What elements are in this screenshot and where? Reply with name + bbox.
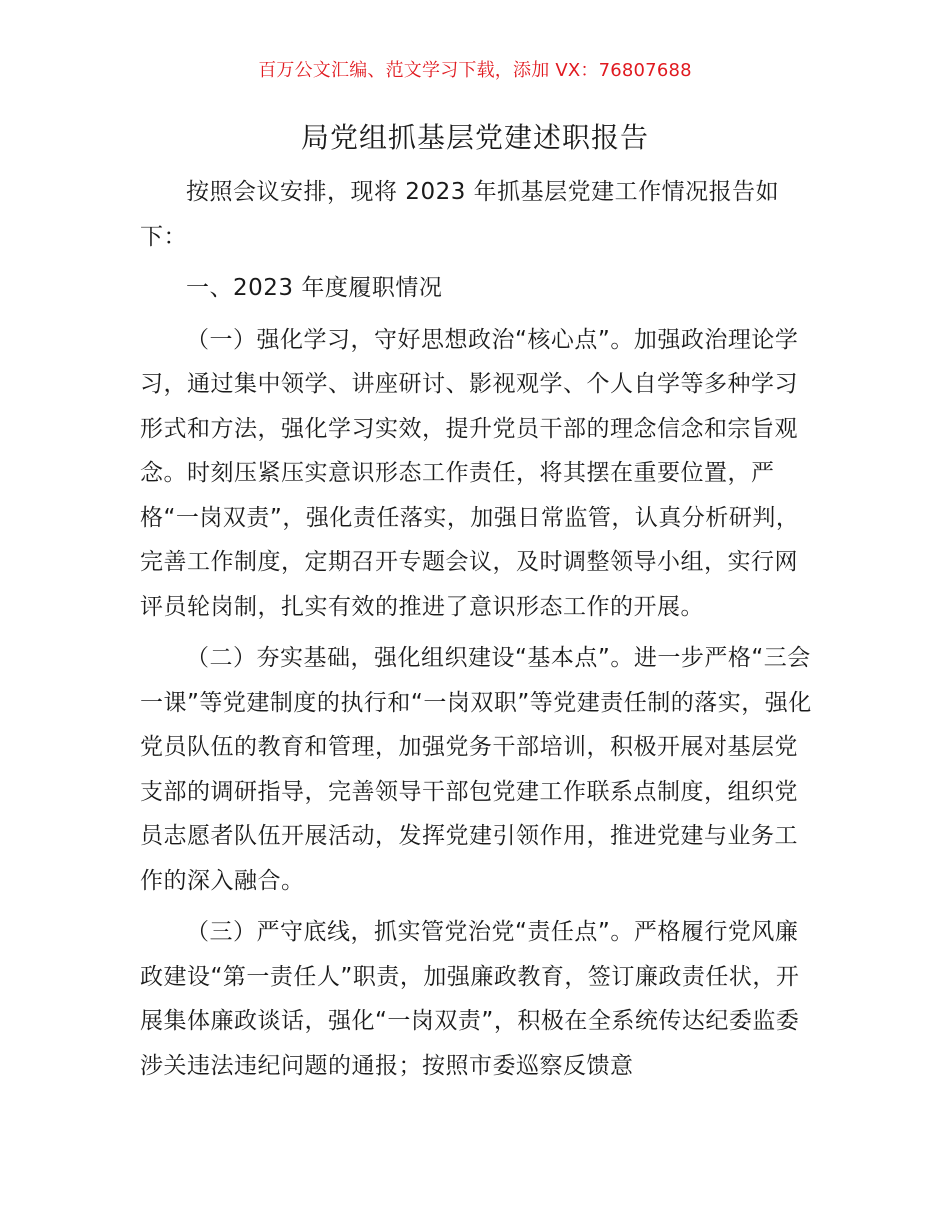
body-paragraph: （一）强化学习，守好思想政治“核心点”。加强政治理论学习，通过集中领学、讲座研讨、影视观学、个人自学等多种学习形式和方法，强化学习实效，提升党员干部的理念信念和宗旨观念。时刻压紧压实意识形态工作责任，将其摆在重要位置，严格“一岗双责”，强化责任落实，加强日常监管，认真分析研判，完善工作制度，定期召开专题会议，及时调整领导小组，实行网评员轮岗制，扎实有效的推进了意识形态工作的开展。 xyxy=(140,326,800,620)
body-paragraph: （三）严守底线，抓实管党治党“责任点”。严格履行党风廉政建设“第一责任人”职责，加强廉政教育，签订廉政责任状，开展集体廉政谈话，强化“一岗双责”，积极在全系统传达纪委监委涉关违法违纪问题的通报；按照市委巡察反馈意 xyxy=(140,919,800,1079)
document-body xyxy=(140,170,812,1095)
document-title: 局党组抓基层党建述职报告 xyxy=(300,121,649,154)
intro-paragraph: 按照会议安排，现将 2023 年抓基层党建工作情况报告如下： xyxy=(140,179,780,250)
promo-banner: 百万公文汇编、范文学习下载，添加 VX：76807688 xyxy=(258,60,692,81)
section-heading: 一、2023 年度履职情况 xyxy=(186,275,443,301)
body-paragraph: （二）夯实基础，强化组织建设“基本点”。进一步严格“三会一课”等党建制度的执行和“一岗双职”等党建责任制的落实，强化党员队伍的教育和管理，加强党务干部培训，积极开展对基层党支部的调研指导，完善领导干部包党建工作联系点制度，组织党员志愿者队伍开展活动，发挥党建引领作用，推进党建与业务工作的深入融合。 xyxy=(140,645,812,894)
